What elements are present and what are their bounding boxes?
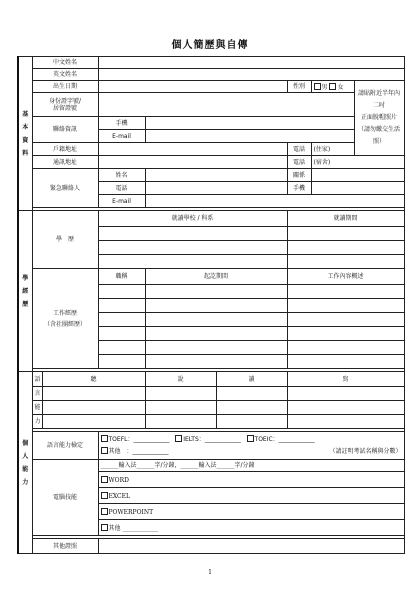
label-emergency-phone: 電話: [98, 182, 145, 195]
field-language-test[interactable]: [98, 432, 404, 460]
header-study-period: 就讀期間: [287, 211, 404, 227]
lang-read-1[interactable]: [216, 387, 287, 401]
header-period: 起訖期間: [145, 269, 287, 285]
female-checkbox[interactable]: [329, 83, 336, 90]
header-position: 職稱: [98, 269, 145, 285]
header-write: 寫: [287, 372, 404, 387]
lang-char-4: 力: [32, 415, 42, 429]
work-period-2[interactable]: [145, 299, 287, 313]
label-chinese-name: 中文姓名: [32, 57, 98, 69]
education-period-3[interactable]: [287, 255, 404, 269]
education-period-1[interactable]: [287, 227, 404, 241]
other-skill-checkbox[interactable]: [101, 524, 108, 531]
field-mobile[interactable]: [145, 117, 354, 130]
field-emergency-phone[interactable]: [145, 182, 287, 195]
ielts-checkbox[interactable]: [175, 435, 182, 442]
photo-note-1: 請貼附近半年內二吋: [358, 90, 401, 109]
label-mobile: 手機: [98, 117, 145, 130]
work-period-5[interactable]: [145, 341, 287, 355]
field-mailing-address[interactable]: [98, 156, 287, 169]
label-work-line2: （含社團經歷）: [44, 320, 87, 328]
field-emergency-email[interactable]: [145, 195, 404, 208]
label-other-certificates: 其他證照: [32, 539, 98, 554]
section-basic-info: 基 本 資 料: [18, 57, 32, 211]
work-position-1[interactable]: [98, 285, 145, 299]
label-education: 學 歷: [32, 211, 98, 269]
toefl-checkbox[interactable]: [101, 435, 108, 442]
lang-read-3[interactable]: [216, 415, 287, 429]
label-language-test: 語言能力檢定: [32, 432, 98, 460]
field-birth-date[interactable]: [98, 81, 287, 93]
resume-form: [17, 56, 405, 554]
option-powerpoint[interactable]: [98, 504, 404, 520]
label-work-line1: 工作經歷: [53, 309, 78, 317]
male-checkbox[interactable]: [314, 83, 321, 90]
option-word[interactable]: [98, 472, 404, 488]
label-birth-date: 出生日期: [32, 81, 98, 93]
lang-speak-1[interactable]: [145, 387, 216, 401]
section-experience: 學 經 歷: [18, 211, 32, 372]
label-phone-home: 電話: [287, 143, 311, 156]
word-checkbox[interactable]: [101, 476, 108, 483]
lang-write-1[interactable]: [287, 387, 404, 401]
other-test-checkbox[interactable]: [101, 447, 108, 454]
header-speak: 說: [145, 372, 216, 387]
lang-char-3: 能: [32, 401, 42, 415]
header-job-summary: 工作內容概述: [287, 269, 404, 285]
field-other-certificates[interactable]: [98, 539, 404, 554]
label-mailing-address: 通訊地址: [32, 156, 98, 169]
lang-char-1: 語: [32, 372, 42, 387]
label-emergency-name: 姓名: [98, 169, 145, 182]
work-period-3[interactable]: [145, 313, 287, 327]
option-excel[interactable]: [98, 488, 404, 504]
work-summary-1[interactable]: [287, 285, 404, 299]
male-label: 男: [321, 83, 328, 91]
label-computer-skills: 電腦技能: [32, 460, 98, 536]
header-school-dept: 就讀學校 / 科系: [98, 211, 287, 227]
label-emergency-contact: 緊急聯絡人: [32, 169, 98, 208]
work-position-3[interactable]: [98, 313, 145, 327]
work-summary-3[interactable]: [287, 313, 404, 327]
word-label: WORD: [108, 476, 129, 484]
excel-label: EXCEL: [108, 492, 131, 500]
work-period-6[interactable]: [145, 355, 287, 369]
field-phone-dorm[interactable]: [311, 156, 404, 169]
ielts-label: IELTS：____________: [183, 435, 241, 443]
label-id-number-line1: 身份證字號/: [48, 97, 82, 105]
photo-note-3: （請勿繳交生活照）: [358, 126, 401, 145]
home-tag: (住家): [313, 145, 331, 153]
field-email[interactable]: [145, 130, 354, 143]
work-period-4[interactable]: [145, 327, 287, 341]
lang-read-2[interactable]: [216, 401, 287, 415]
powerpoint-label: POWERPOINT: [108, 508, 154, 516]
photo-note-2: 正面脫帽照片: [361, 114, 398, 121]
education-school-3[interactable]: [98, 255, 287, 269]
education-period-2[interactable]: [287, 241, 404, 255]
toeic-checkbox[interactable]: [247, 435, 254, 442]
field-relation[interactable]: [311, 169, 404, 182]
header-listen: 聽: [42, 372, 145, 387]
lang-char-2: 言: [32, 387, 42, 401]
label-email: E-mail: [98, 130, 145, 143]
female-label: 女: [337, 83, 344, 91]
field-english-name[interactable]: [98, 69, 404, 81]
label-gender: 性別: [287, 81, 311, 93]
label-id-number: [32, 93, 98, 117]
label-english-name: 英文姓名: [32, 69, 98, 81]
lang-listen-3[interactable]: [42, 415, 145, 429]
other-skill-label: 其他 ____________: [108, 524, 159, 532]
label-contact: 聯絡資訊: [32, 117, 98, 143]
label-household-address: 戶籍地址: [32, 143, 98, 156]
label-emergency-email: E-mail: [98, 195, 145, 208]
page-title: 個人簡歷與自傳: [171, 40, 249, 51]
field-phone-home[interactable]: [311, 143, 404, 156]
label-work-experience: [32, 269, 98, 369]
dorm-tag: (宿舍): [313, 158, 331, 166]
education-school-1[interactable]: [98, 227, 287, 241]
section-ability: 個 人 能 力: [18, 372, 32, 554]
education-school-2[interactable]: [98, 241, 287, 255]
lang-write-3[interactable]: [287, 415, 404, 429]
work-position-4[interactable]: [98, 327, 145, 341]
work-position-2[interactable]: [98, 299, 145, 313]
toeic-label: TOEIC：____________: [254, 435, 315, 443]
field-chinese-name[interactable]: [98, 57, 404, 69]
lang-write-2[interactable]: [287, 401, 404, 415]
label-emergency-mobile: 手機: [287, 182, 311, 195]
label-phone-dorm: 電話: [287, 156, 311, 169]
excel-checkbox[interactable]: [101, 492, 108, 499]
lang-speak-3[interactable]: [145, 415, 216, 429]
lang-speak-2[interactable]: [145, 401, 216, 415]
work-position-6[interactable]: [98, 355, 145, 369]
header-read: 讀: [216, 372, 287, 387]
option-other-skill[interactable]: [98, 520, 404, 536]
other-test-label: 其他 ：____________: [108, 447, 169, 455]
work-summary-2[interactable]: [287, 299, 404, 313]
label-id-number-line2: 居留證號: [53, 104, 78, 112]
attach-note: （請註明考試名稱與分數）: [329, 447, 402, 455]
field-typing-speed[interactable]: ______輸入法______字/分鐘，______輸入法______字/分鐘: [98, 460, 404, 472]
lang-listen-1[interactable]: [42, 387, 145, 401]
field-gender[interactable]: [311, 81, 354, 93]
label-relation: 關係: [287, 169, 311, 182]
field-emergency-mobile[interactable]: [311, 182, 404, 195]
work-summary-6[interactable]: [287, 355, 404, 369]
powerpoint-checkbox[interactable]: [101, 508, 108, 515]
work-period-1[interactable]: [145, 285, 287, 299]
work-summary-4[interactable]: [287, 327, 404, 341]
lang-listen-2[interactable]: [42, 401, 145, 415]
field-household-address[interactable]: [98, 143, 287, 156]
page-number: 1: [208, 569, 212, 576]
field-id-number[interactable]: [98, 93, 354, 117]
toefl-label: TOEFL：____________: [108, 435, 170, 443]
work-summary-5[interactable]: [287, 341, 404, 355]
field-emergency-name[interactable]: [145, 169, 287, 182]
work-position-5[interactable]: [98, 341, 145, 355]
